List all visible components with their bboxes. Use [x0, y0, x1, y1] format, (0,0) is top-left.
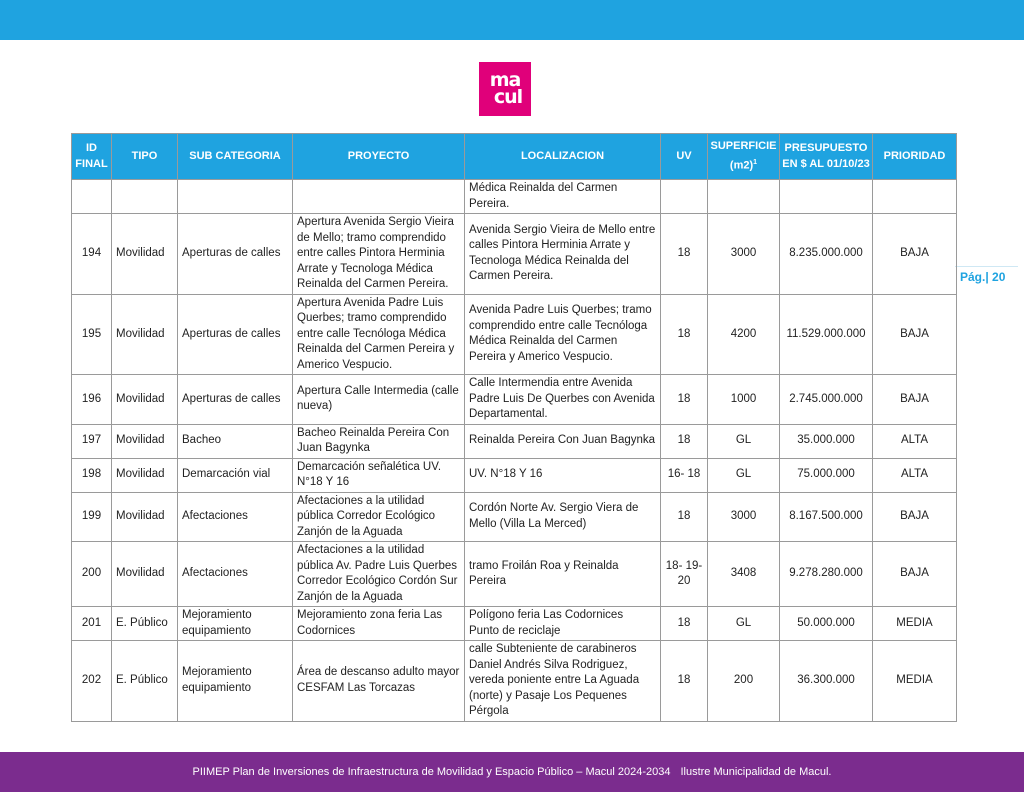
cell-id: 200: [72, 542, 112, 607]
logo-text-line2: cul: [493, 86, 523, 108]
cell-uv: 18: [661, 424, 708, 458]
cell-sub: Afectaciones: [178, 542, 293, 607]
cell-superficie: GL: [708, 458, 780, 492]
cell-presupuesto: 8.235.000.000: [780, 214, 873, 295]
macul-logo: [479, 62, 531, 116]
cell-prioridad: BAJA: [873, 375, 957, 425]
cell-sub: Aperturas de calles: [178, 294, 293, 375]
table-row: [72, 424, 957, 458]
cell-uv: 18: [661, 607, 708, 641]
header-localizacion: LOCALIZACION: [465, 134, 661, 180]
cell-sub: Bacheo: [178, 424, 293, 458]
cell-uv: 18: [661, 214, 708, 295]
cell-proyecto: Demarcación señalética UV. N°18 Y 16: [293, 458, 465, 492]
cell-id: 195: [72, 294, 112, 375]
page-footer: [0, 752, 1024, 792]
cell-superficie: GL: [708, 424, 780, 458]
cell-sub: Aperturas de calles: [178, 375, 293, 425]
cell-localizacion: Reinalda Pereira Con Juan Bagynka: [465, 424, 661, 458]
cell: [72, 180, 112, 214]
cell-presupuesto: 11.529.000.000: [780, 294, 873, 375]
cell-proyecto: Apertura Avenida Sergio Vieira de Mello; tramo comprendido entre calles Pintora Herminia Arrate y Tecnologa Médica Reinalda del Carmen Pereira.: [293, 214, 465, 295]
cell-sub: Afectaciones: [178, 492, 293, 542]
cell-id: 196: [72, 375, 112, 425]
logo-text-line1: ma: [489, 69, 521, 91]
cell-tipo: Movilidad: [112, 294, 178, 375]
cell-localizacion: tramo Froilán Roa y Reinalda Pereira: [465, 542, 661, 607]
table-row: [72, 641, 957, 722]
cell: [178, 180, 293, 214]
cell: [293, 180, 465, 214]
cell-proyecto: Área de descanso adulto mayor CESFAM Las Torcazas: [293, 641, 465, 722]
cell-prioridad: ALTA: [873, 458, 957, 492]
cell-prioridad: ALTA: [873, 424, 957, 458]
cell-presupuesto: 2.745.000.000: [780, 375, 873, 425]
header-sub-categoria: SUB CATEGORIA: [178, 134, 293, 180]
table-header-row: [72, 134, 957, 180]
cell-presupuesto: 75.000.000: [780, 458, 873, 492]
cell-sub: Mejoramiento equipamiento: [178, 641, 293, 722]
cell-prioridad: MEDIA: [873, 641, 957, 722]
table-row-continued: [72, 180, 957, 214]
cell-tipo: Movilidad: [112, 214, 178, 295]
cell-superficie: GL: [708, 607, 780, 641]
cell-superficie: 4200: [708, 294, 780, 375]
cell-id: 197: [72, 424, 112, 458]
cell-localizacion: Cordón Norte Av. Sergio Viera de Mello (Villa La Merced): [465, 492, 661, 542]
cell-localizacion: Avenida Padre Luis Querbes; tramo comprendido entre calle Tecnóloga Médica Reinalda del Carmen Pereira y Americo Vespucio.: [465, 294, 661, 375]
cell-prioridad: BAJA: [873, 294, 957, 375]
cell-prioridad: BAJA: [873, 492, 957, 542]
cell-uv: 18: [661, 375, 708, 425]
cell: [708, 180, 780, 214]
cell-proyecto: Bacheo Reinalda Pereira Con Juan Bagynka: [293, 424, 465, 458]
cell-proyecto: Apertura Calle Intermedia (calle nueva): [293, 375, 465, 425]
cell-id: 202: [72, 641, 112, 722]
footer-plan-text: PIIMEP Plan de Inversiones de Infraestructura de Movilidad y Espacio Público – Macul 2024-2034: [192, 766, 671, 778]
cell-id: 201: [72, 607, 112, 641]
table-row: [72, 375, 957, 425]
cell-presupuesto: 35.000.000: [780, 424, 873, 458]
header-prioridad: PRIORIDAD: [873, 134, 957, 180]
cell-uv: 18: [661, 492, 708, 542]
cell-id: 194: [72, 214, 112, 295]
page-number-divider: [955, 266, 1018, 267]
cell-sub: Demarcación vial: [178, 458, 293, 492]
cell-localizacion: Calle Intermendia entre Avenida Padre Luis De Querbes con Avenida Departamental.: [465, 375, 661, 425]
cell-tipo: Movilidad: [112, 458, 178, 492]
cell-proyecto: Apertura Avenida Padre Luis Querbes; tramo comprendido entre calle Tecnóloga Médica Reinalda del Carmen Pereira y Americo Vespucio.: [293, 294, 465, 375]
cell-tipo: Movilidad: [112, 375, 178, 425]
cell-sub: Aperturas de calles: [178, 214, 293, 295]
cell-superficie: 200: [708, 641, 780, 722]
footer-org-text: Ilustre Municipalidad de Macul.: [680, 766, 832, 778]
header-uv: UV: [661, 134, 708, 180]
cell-uv: 16- 18: [661, 458, 708, 492]
table-row: [72, 607, 957, 641]
cell-tipo: E. Público: [112, 607, 178, 641]
header-id: ID FINAL: [72, 134, 112, 180]
header-proyecto: PROYECTO: [293, 134, 465, 180]
cell-uv: 18- 19- 20: [661, 542, 708, 607]
top-banner: [0, 0, 1024, 40]
cell-tipo: Movilidad: [112, 424, 178, 458]
header-superficie-footnote: 1: [753, 158, 758, 166]
cell-tipo: Movilidad: [112, 492, 178, 542]
cell: [873, 180, 957, 214]
cell-localizacion: UV. N°18 Y 16: [465, 458, 661, 492]
cell: [112, 180, 178, 214]
cell: [661, 180, 708, 214]
table-row: [72, 294, 957, 375]
table-row: [72, 492, 957, 542]
table-row: [72, 458, 957, 492]
cell-localizacion: Médica Reinalda del Carmen Pereira.: [465, 180, 661, 214]
investment-table: [71, 133, 957, 722]
cell-localizacion: calle Subteniente de carabineros Daniel Andrés Silva Rodriguez, vereda poniente entre La Aguada (norte) y Pasaje Los Pequenes Pérgola: [465, 641, 661, 722]
cell-prioridad: BAJA: [873, 542, 957, 607]
header-presupuesto: PRESUPUESTO EN $ AL 01/10/23: [780, 134, 873, 180]
cell-presupuesto: 36.300.000: [780, 641, 873, 722]
cell-presupuesto: 50.000.000: [780, 607, 873, 641]
cell-uv: 18: [661, 294, 708, 375]
cell-uv: 18: [661, 641, 708, 722]
header-superficie: [708, 134, 780, 180]
cell-prioridad: MEDIA: [873, 607, 957, 641]
cell-proyecto: Afectaciones a la utilidad pública Av. Padre Luis Querbes Corredor Ecológico Cordón Sur Zanjón de la Aguada: [293, 542, 465, 607]
cell-sub: Mejoramiento equipamiento: [178, 607, 293, 641]
cell-localizacion: Polígono feria Las Codornices Punto de reciclaje: [465, 607, 661, 641]
cell-presupuesto: 8.167.500.000: [780, 492, 873, 542]
cell-superficie: 3408: [708, 542, 780, 607]
cell-superficie: 1000: [708, 375, 780, 425]
cell-presupuesto: 9.278.280.000: [780, 542, 873, 607]
header-superficie-label: SUPERFICIE (m2): [710, 140, 777, 172]
header-tipo: TIPO: [112, 134, 178, 180]
cell-tipo: Movilidad: [112, 542, 178, 607]
cell-superficie: 3000: [708, 492, 780, 542]
cell-proyecto: Mejoramiento zona feria Las Codornices: [293, 607, 465, 641]
cell-proyecto: Afectaciones a la utilidad pública Corredor Ecológico Zanjón de la Aguada: [293, 492, 465, 542]
page-number: Pág.| 20: [960, 270, 1006, 284]
cell: [780, 180, 873, 214]
cell-prioridad: BAJA: [873, 214, 957, 295]
cell-superficie: 3000: [708, 214, 780, 295]
table-row: [72, 542, 957, 607]
table-row: [72, 214, 957, 295]
cell-tipo: E. Público: [112, 641, 178, 722]
cell-localizacion: Avenida Sergio Vieira de Mello entre calles Pintora Herminia Arrate y Tecnologa Médica Reinalda del Carmen Pereira.: [465, 214, 661, 295]
cell-id: 198: [72, 458, 112, 492]
cell-id: 199: [72, 492, 112, 542]
